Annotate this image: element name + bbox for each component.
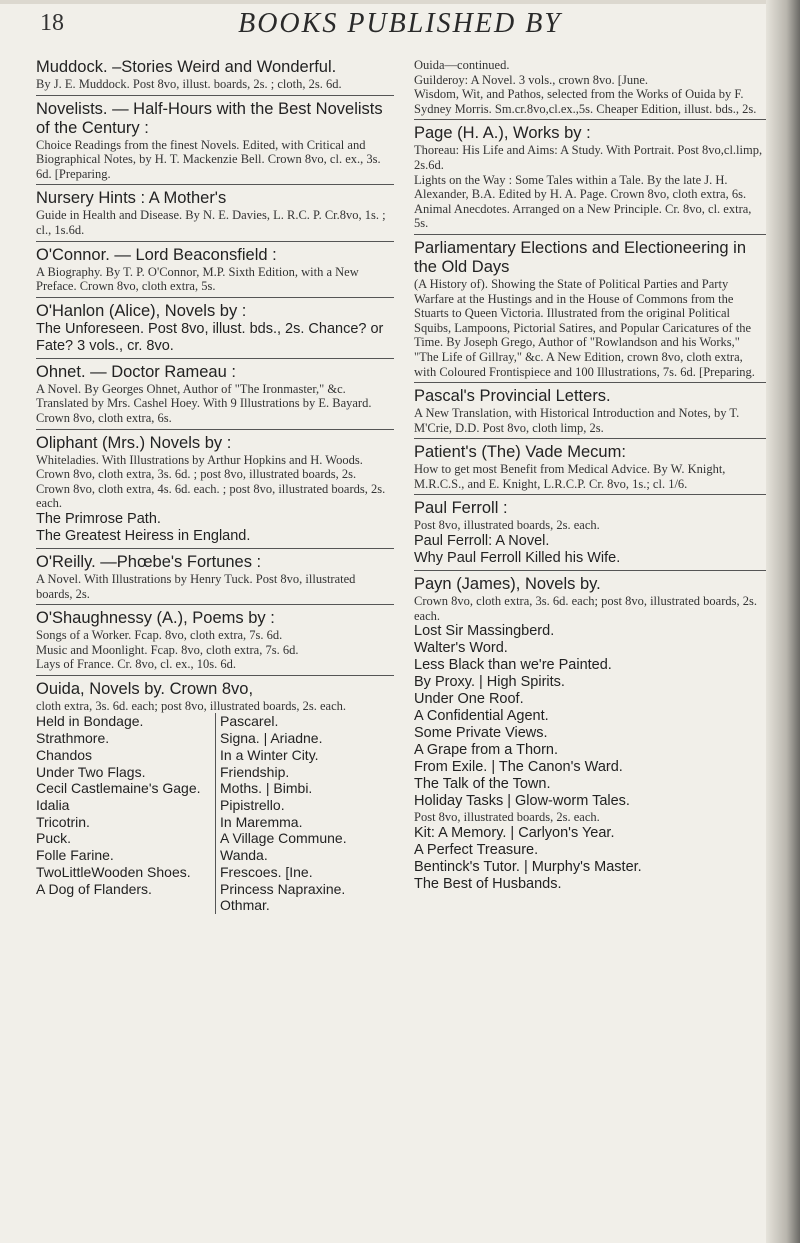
list-item: Some Private Views.	[414, 725, 548, 742]
list-item: Lost Sir Massingberd.	[414, 623, 555, 640]
page-top-edge	[0, 0, 766, 4]
list-item: Tricotrin.	[36, 813, 90, 830]
list-item: Bentinck's Tutor. | Murphy's Master.	[414, 858, 642, 875]
entry-text: A Biography. By T. P. O'Connor, M.P. Sixth Edition, with a New Preface. Crown 8vo, cloth extra, 5s.	[36, 264, 359, 294]
entry-text: cloth extra, 3s. 6d. each; post 8vo, illustrated boards, 2s. each.	[36, 698, 346, 713]
ouida-titles-col1	[36, 713, 215, 913]
list-item: Chandos	[36, 746, 93, 763]
entry-text: Whiteladies. With Illustrations by Arthur Hopkins and H. Woods. Crown 8vo, cloth extra, 3s. 6d. ; post 8vo, illustrated boards, 2s.	[36, 452, 363, 482]
entry-text: Crown 8vo, cloth extra, 4s. 6d. each. ; post 8vo, illustrated boards, 2s. each.	[36, 481, 386, 511]
ouida-titles-col2	[215, 713, 394, 913]
list-item: The Best of Husbands.	[414, 875, 562, 892]
entry-heading: Nursery Hints : A Mother's	[36, 189, 227, 208]
entry-heading: Payn (James), Novels by.	[414, 575, 601, 594]
list-item: A Village Commune.	[220, 830, 347, 847]
list-item: Puck.	[36, 830, 72, 847]
list-item: TwoLittleWooden Shoes.	[36, 863, 191, 880]
entry-text: Lays of France. Cr. 8vo, cl. ex., 10s. 6d.	[36, 657, 236, 672]
page-number: 18	[40, 10, 64, 36]
entry-novelists	[36, 100, 394, 186]
entry-heading: O'Reilly. —Phœbe's Fortunes :	[36, 552, 262, 571]
entry-heading: Paul Ferroll :	[414, 499, 508, 518]
entry-oreilly	[36, 553, 394, 605]
entry-oliphant	[36, 434, 394, 549]
list-item: A Perfect Treasure.	[414, 841, 539, 858]
running-title: BOOKS PUBLISHED BY	[238, 8, 562, 39]
entry-heading: Novelists. — Half-Hours with the Best Novelists of the Century :	[36, 99, 383, 137]
entry-ohnet	[36, 363, 394, 430]
entry-nursery	[36, 189, 394, 241]
entry-text: Thoreau: His Life and Aims: A Study. With Portrait. Post 8vo,cl.limp, 2s.6d.	[414, 143, 763, 172]
entry-text: Guide in Health and Disease. By N. E. Davies, L. R.C. P. Cr.8vo, 1s. ; cl., 1s.6d.	[36, 208, 386, 237]
list-item: Signa. | Ariadne.	[220, 730, 323, 747]
entry-ouida	[36, 680, 394, 917]
page-binding-edge	[766, 0, 800, 1243]
entry-text: By J. E. Muddock. Post 8vo, illust. boards, 2s. ; cloth, 2s. 6d.	[36, 77, 342, 91]
list-item: A Confidential Agent.	[414, 708, 549, 725]
entry-text: A New Translation, with Historical Introduction and Notes, by T. M'Crie, D.D. Post 8vo, cloth limp, 2s.	[414, 406, 740, 435]
entry-heading: Pascal's Provincial Letters.	[414, 387, 611, 406]
list-item: A Dog of Flanders.	[36, 880, 152, 897]
entry-text: Post 8vo, illustrated boards, 2s. each.	[414, 810, 600, 825]
entry-text: Guilderoy: A Novel. 3 vols., crown 8vo. [June.	[414, 72, 649, 87]
entry-text: Music and Moonlight. Fcap. 8vo, cloth extra, 7s. 6d.	[36, 642, 299, 657]
entry-heading: Muddock. –Stories Weird and Wonderful.	[36, 58, 337, 76]
entry-text: Animal Anecdotes. Arranged on a New Principle. Cr. 8vo, cl. extra, 5s.	[414, 201, 752, 231]
list-item: Held in Bondage.	[36, 713, 144, 730]
list-item: Friendship.	[220, 763, 290, 780]
list-item: Under Two Flags.	[36, 763, 146, 780]
entry-subtitle: The Unforeseen. Post 8vo, illust. bds., 2s. Chance? or Fate? 3 vols., cr. 8vo.	[36, 320, 384, 354]
entry-heading: Parliamentary Elections and Electioneering in the Old Days	[414, 238, 747, 276]
ouida-titles	[36, 713, 394, 913]
left-column	[36, 58, 394, 921]
list-item: Pascarel.	[220, 713, 279, 730]
entry-oshaughnessy	[36, 609, 394, 676]
list-item: Strathmore.	[36, 730, 110, 747]
list-item: Moths. | Bimbi.	[220, 780, 313, 797]
entry-heading: Patient's (The) Vade Mecum:	[414, 443, 626, 462]
entry-text: A Novel. With Illustrations by Henry Tuck. Post 8vo, illustrated boards, 2s.	[36, 571, 356, 601]
list-item: The Talk of the Town.	[414, 776, 551, 793]
entry-text: Crown 8vo, cloth extra, 3s. 6d. each; post 8vo, illustrated boards, 2s. each.	[414, 594, 757, 623]
list-item: Under One Roof.	[414, 691, 524, 708]
entry-muddock	[36, 58, 394, 96]
entry-text: Songs of a Worker. Fcap. 8vo, cloth extra, 7s. 6d.	[36, 628, 283, 643]
list-item: Kit: A Memory. | Carlyon's Year.	[414, 824, 615, 841]
entry-ouida-continued	[414, 58, 766, 120]
list-item: In a Winter City.	[220, 746, 319, 763]
entry-heading: O'Connor. — Lord Beaconsfield :	[36, 245, 277, 264]
list-item: Princess Napraxine.	[220, 880, 346, 897]
entry-pascal	[414, 387, 766, 439]
entry-patients	[414, 443, 766, 495]
list-item: Holiday Tasks | Glow-worm Tales.	[414, 793, 630, 810]
entry-payn	[414, 575, 766, 896]
entry-parliamentary	[414, 239, 766, 383]
entry-heading: Oliphant (Mrs.) Novels by :	[36, 433, 232, 452]
list-item: Cecil Castlemaine's Gage.	[36, 780, 201, 797]
list-item: Othmar.	[220, 897, 270, 914]
entry-text: How to get most Benefit from Medical Advice. By W. Knight, M.R.C.S., and E. Knight, L.R.C.P. Cr. 8vo, 1s.; cl. 1/6.	[414, 462, 726, 491]
entry-page	[414, 124, 766, 235]
list-item: In Maremma.	[220, 813, 303, 830]
entry-subtitle: The Primrose Path.	[36, 510, 161, 527]
entry-subtitle: The Greatest Heiress in England.	[36, 527, 251, 544]
entry-subtitle: Why Paul Ferroll Killed his Wife.	[414, 550, 621, 567]
list-item: Idalia	[36, 796, 70, 813]
entry-text: Choice Readings from the finest Novels. Edited, with Critical and Biographical Notes, by H. T. Mackenzie Bell. Crown 8vo, cl. ex., 3s. 6d. [Preparing.	[36, 137, 381, 181]
entry-heading: Ouida—continued.	[414, 58, 510, 72]
entry-text: Lights on the Way : Some Tales within a Tale. By the late J. H. Alexander, B.A. Edited by H. A. Page. Crown 8vo, cloth extra, 6s.	[414, 172, 747, 202]
list-item: Less Black than we're Painted.	[414, 657, 612, 674]
entry-heading: O'Hanlon (Alice), Novels by :	[36, 301, 247, 320]
page-header	[40, 6, 760, 42]
entry-text: (A History of). Showing the State of Political Parties and Party Warfare at the Hustings and in the House of Commons from the Stuarts to Queen Victoria. Illustrated from the original Political Squibs, Lampoons, Pictorial Satires, and Popular Caricatures of the Time. By Joseph Grego, Author of "Rowlandson and his Works," "The Life of Gillray," &c. A New Edition, crown 8vo, cloth extra, with Coloured Frontispiece and 100 Illustrations, 7s. 6d. [Preparing.	[414, 276, 755, 379]
list-item: By Proxy. | High Spirits.	[414, 674, 565, 691]
entry-text: A Novel. By Georges Ohnet, Author of "The Ironmaster," &c. Translated by Mrs. Cashel Hoey. With 9 Illustrations by E. Bayard. Crown 8vo, cloth extra, 6s.	[36, 381, 372, 425]
list-item: Folle Farine.	[36, 847, 114, 864]
list-item: Walter's Word.	[414, 640, 508, 657]
list-item: Pipistrello.	[220, 796, 285, 813]
entry-subtitle: Paul Ferroll: A Novel.	[414, 533, 550, 550]
entry-text: Wisdom, Wit, and Pathos, selected from the Works of Ouida by F. Sydney Morris. Sm.cr.8vo,cl.ex.,5s. Cheaper Edition, illust. bds., 2s.	[414, 87, 757, 116]
right-column	[414, 58, 766, 900]
entry-oconnor	[36, 246, 394, 298]
entry-ferroll	[414, 499, 766, 571]
entry-heading: Ohnet. — Doctor Rameau :	[36, 362, 236, 381]
list-item: A Grape from a Thorn.	[414, 742, 558, 759]
entry-heading: Ouida, Novels by. Crown 8vo,	[36, 679, 254, 698]
list-item: From Exile. | The Canon's Ward.	[414, 759, 623, 776]
entry-heading: Page (H. A.), Works by :	[414, 124, 591, 143]
list-item: Frescoes. [Ine.	[220, 863, 313, 880]
entry-heading: O'Shaughnessy (A.), Poems by :	[36, 609, 275, 628]
list-item: Wanda.	[220, 847, 268, 864]
entry-text: Post 8vo, illustrated boards, 2s. each.	[414, 518, 600, 533]
entry-ohanlon	[36, 302, 394, 359]
